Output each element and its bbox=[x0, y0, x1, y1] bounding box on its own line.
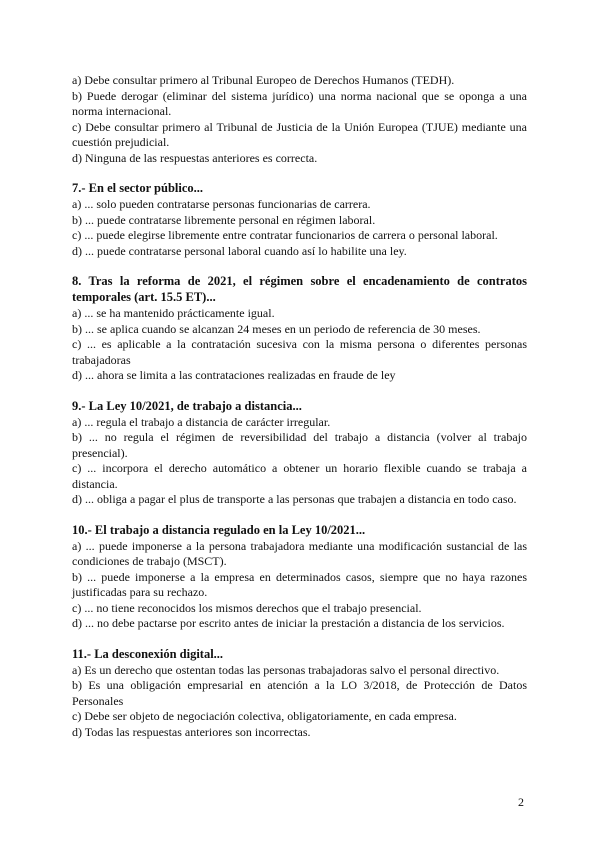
question-title: 10.- El trabajo a distancia regulado en la Ley 10/2021... bbox=[72, 522, 366, 537]
question-title: 8. Tras la reforma de 2021, el régimen sobre el encadenamiento de contratos temporales (art. 15.5 ET)... bbox=[72, 274, 527, 304]
option-b: b) Es una obligación empresarial en atención a la LO 3/2018, de Protección de Datos Personales bbox=[72, 678, 527, 708]
question-title: 9.- La Ley 10/2021, de trabajo a distancia... bbox=[72, 398, 302, 413]
option-b: b) ... puede imponerse a la empresa en determinados casos, siempre que no haya razones justificadas para su rechazo. bbox=[72, 569, 527, 599]
option-b: b) ... no regula el régimen de reversibilidad del trabajo a distancia (volver al trabajo presencial). bbox=[72, 430, 527, 460]
option-c: c) ... incorpora el derecho automático a obtener un horario flexible cuando se trabaja a distancia. bbox=[72, 461, 527, 491]
question-title: 7.- En el sector público... bbox=[72, 181, 204, 195]
option-a: a) ... puede imponerse a la persona trabajadora mediante una modificación sustancial de las condiciones de trabajo (MSCT). bbox=[72, 538, 527, 568]
option-c: c) ... no tiene reconocidos los mismos derechos que el trabajo presencial. bbox=[72, 600, 422, 615]
question-7 bbox=[72, 180, 527, 259]
page-content bbox=[72, 73, 527, 740]
option-a: a) Es un derecho que ostentan todas las personas trabajadoras salvo el personal directivo. bbox=[72, 662, 500, 677]
question-10 bbox=[72, 522, 527, 632]
option-d: d) ... ahora se limita a las contrataciones realizadas en fraude de ley bbox=[72, 368, 396, 382]
option-d: d) Todas las respuestas anteriores son incorrectas. bbox=[72, 724, 311, 739]
option-b: b) ... se aplica cuando se alcanzan 24 meses en un periodo de referencia de 30 meses. bbox=[72, 321, 481, 336]
option-c: c) Debe consultar primero al Tribunal de Justicia de la Unión Europea (TJUE) mediante una cuestión prejudicial. bbox=[72, 119, 527, 149]
option-a: a) ... regula el trabajo a distancia de carácter irregular. bbox=[72, 414, 331, 429]
question-9 bbox=[72, 398, 527, 508]
question-11 bbox=[72, 646, 527, 741]
option-b: b) ... puede contratarse libremente personal en régimen laboral. bbox=[72, 212, 376, 227]
option-d: d) ... puede contratarse personal laboral cuando así lo habilite una ley. bbox=[72, 243, 407, 258]
question-8 bbox=[72, 273, 527, 384]
option-a: a) ... se ha mantenido prácticamente igual. bbox=[72, 306, 275, 320]
option-d: d) ... no debe pactarse por escrito antes de iniciar la prestación a distancia de los servicios. bbox=[72, 616, 505, 630]
option-c: c) Debe ser objeto de negociación colectiva, obligatoriamente, en cada empresa. bbox=[72, 709, 457, 723]
option-a: a) ... solo pueden contratarse personas funcionarias de carrera. bbox=[72, 197, 371, 211]
question-title: 11.- La desconexión digital... bbox=[72, 646, 224, 661]
option-d: d) ... obliga a pagar el plus de transporte a las personas que trabajen a distancia en todo caso. bbox=[72, 492, 517, 506]
page-number: 2 bbox=[518, 795, 524, 809]
option-c: c) ... puede elegirse libremente entre contratar funcionarios de carrera o personal laboral. bbox=[72, 228, 498, 242]
option-a: a) Debe consultar primero al Tribunal Europeo de Derechos Humanos (TEDH). bbox=[72, 73, 455, 87]
option-c: c) ... es aplicable a la contratación sucesiva con la misma persona o diferentes personas trabajadoras bbox=[72, 337, 527, 367]
question-6-continuation bbox=[72, 73, 527, 166]
option-d: d) Ninguna de las respuestas anteriores es correcta. bbox=[72, 150, 318, 165]
option-b: b) Puede derogar (eliminar del sistema jurídico) una norma nacional que se oponga a una norma internacional. bbox=[72, 88, 527, 118]
